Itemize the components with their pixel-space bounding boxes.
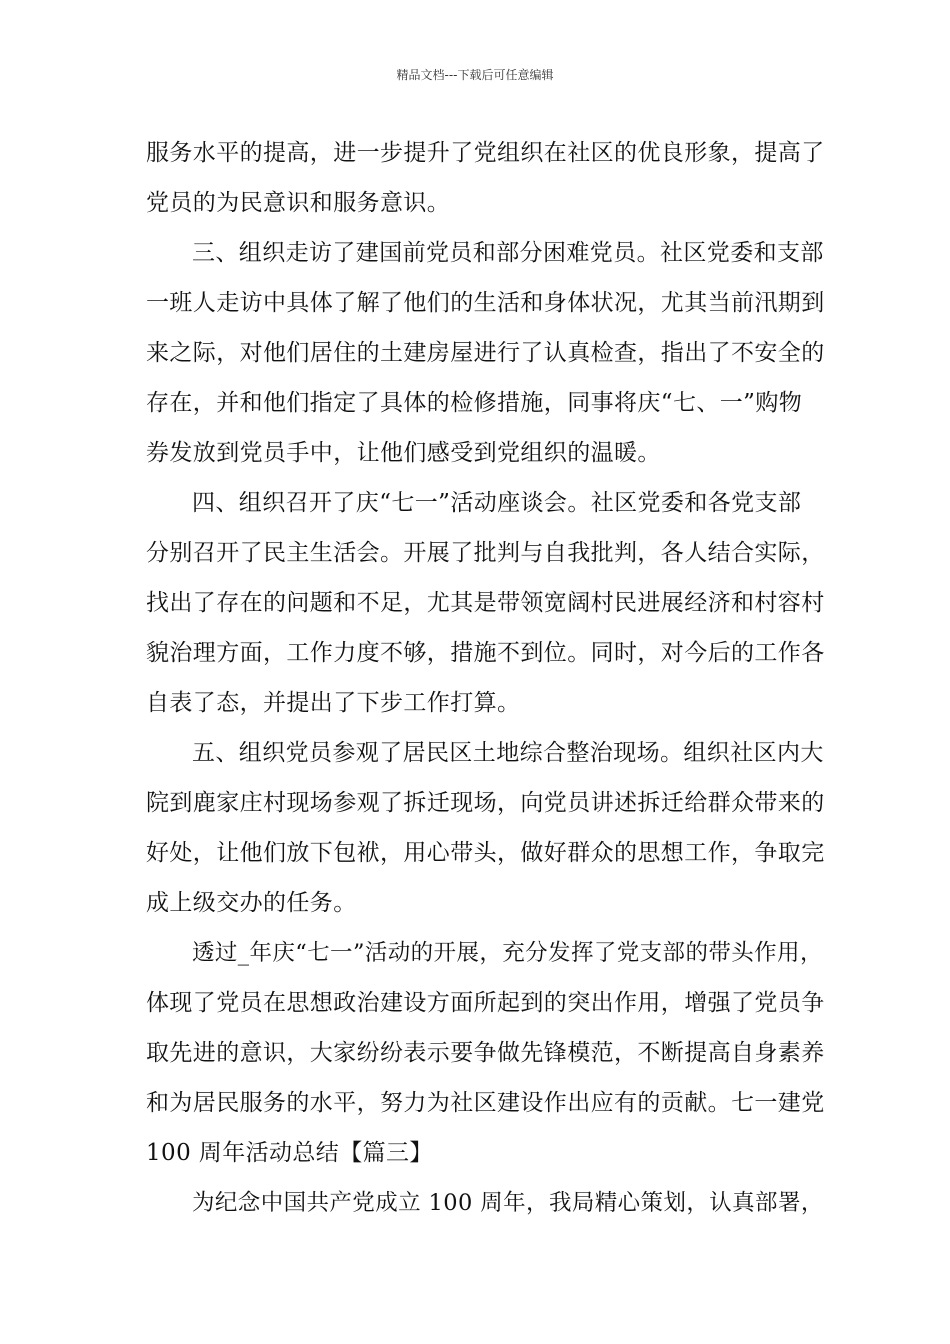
- text-line: 三、组织走访了建国前党员和部分困难党员。社区党委和支部: [192, 240, 824, 266]
- text-line: 取先进的意识，大家纷纷表示要争做先锋模范，不断提高自身素养: [146, 1040, 825, 1066]
- text-line: 成上级交办的任务。: [146, 890, 357, 916]
- text-line: 来之际，对他们居住的土建房屋进行了认真检查，指出了不安全的: [146, 340, 825, 366]
- text-line: 券发放到党员手中，让他们感受到党组织的温暖。: [146, 440, 661, 466]
- text-line: 貌治理方面，工作力度不够，措施不到位。同时，对今后的工作各: [146, 640, 825, 666]
- text-line: 体现了党员在思想政治建设方面所起到的突出作用，增强了党员争: [146, 990, 825, 1016]
- text-line: 服务水平的提高，进一步提升了党组织在社区的优良形象，提高了: [146, 140, 825, 166]
- text-line: 分别召开了民主生活会。开展了批判与自我批判，各人结合实际，: [146, 540, 825, 566]
- text-line: 自表了态，并提出了下步工作打算。: [146, 690, 521, 716]
- text-line: 和为居民服务的水平，努力为社区建设作出应有的贡献。七一建党: [146, 1090, 825, 1116]
- page-header: 精品文档---下载后可任意编辑: [396, 68, 554, 82]
- text-line: 100 周年活动总结【篇三】: [146, 1140, 433, 1166]
- text-line: 党员的为民意识和服务意识。: [146, 190, 451, 216]
- text-line: 四、组织召开了庆“七一”活动座谈会。社区党委和各党支部: [192, 490, 802, 516]
- text-line: 五、组织党员参观了居民区土地综合整治现场。组织社区内大: [192, 740, 824, 766]
- text-line: 为纪念中国共产党成立 100 周年，我局精心策划，认真部署，: [192, 1190, 824, 1216]
- text-line: 院到鹿家庄村现场参观了拆迁现场，向党员讲述拆迁给群众带来的: [146, 790, 825, 816]
- text-line: 好处，让他们放下包袱，用心带头，做好群众的思想工作，争取完: [146, 840, 825, 866]
- text-line: 一班人走访中具体了解了他们的生活和身体状况，尤其当前汛期到: [146, 290, 825, 316]
- document-body: [146, 128, 830, 1228]
- text-line: 找出了存在的问题和不足，尤其是带领宽阔村民进展经济和村容村: [146, 590, 825, 616]
- text-line: 存在，并和他们指定了具体的检修措施，同事将庆“七、一”购物: [146, 390, 803, 416]
- text-line: 透过_年庆“七一”活动的开展，充分发挥了党支部的带头作用，: [192, 940, 823, 966]
